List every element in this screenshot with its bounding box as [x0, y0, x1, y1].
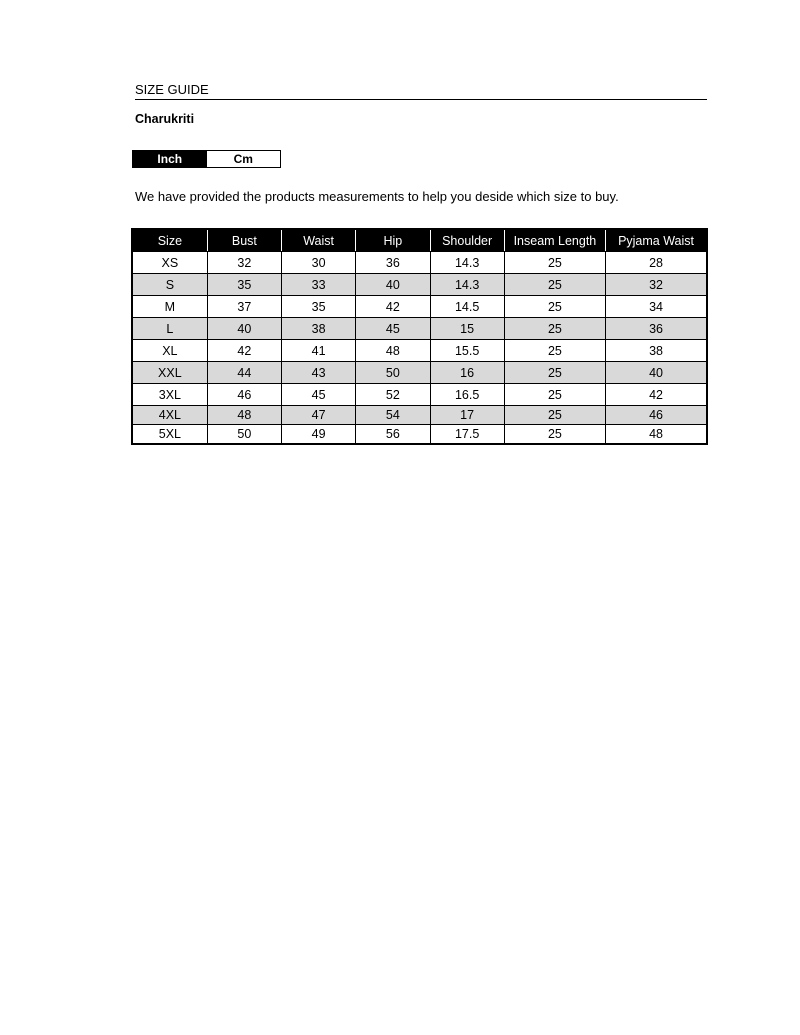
table-cell: 42: [606, 384, 707, 406]
table-cell: 33: [282, 274, 356, 296]
table-cell: 25: [504, 296, 605, 318]
table-cell: 40: [606, 362, 707, 384]
table-cell: 25: [504, 384, 605, 406]
table-cell: 46: [207, 384, 281, 406]
table-cell: 14.3: [430, 274, 504, 296]
table-cell: 3XL: [132, 384, 207, 406]
table-cell: L: [132, 318, 207, 340]
table-cell: XS: [132, 252, 207, 274]
table-cell: 32: [207, 252, 281, 274]
column-header-pyjama-waist: Pyjama Waist: [606, 229, 707, 252]
table-cell: M: [132, 296, 207, 318]
table-cell: 48: [606, 425, 707, 445]
table-cell: 49: [282, 425, 356, 445]
table-cell: 50: [207, 425, 281, 445]
table-row: [132, 406, 707, 425]
table-cell: 25: [504, 274, 605, 296]
table-cell: S: [132, 274, 207, 296]
table-cell: 47: [282, 406, 356, 425]
table-cell: 54: [356, 406, 430, 425]
table-cell: 34: [606, 296, 707, 318]
table-cell: 46: [606, 406, 707, 425]
page-title: SIZE GUIDE: [135, 81, 707, 100]
unit-toggle: [132, 150, 281, 168]
column-header-bust: Bust: [207, 229, 281, 252]
table-cell: 40: [207, 318, 281, 340]
size-table: [131, 228, 708, 445]
table-cell: 56: [356, 425, 430, 445]
table-row: [132, 274, 707, 296]
intro-text: We have provided the products measurements to help you deside which size to buy.: [135, 189, 619, 204]
table-cell: 41: [282, 340, 356, 362]
table-cell: 38: [606, 340, 707, 362]
table-cell: 35: [282, 296, 356, 318]
table-cell: 14.3: [430, 252, 504, 274]
table-row: [132, 340, 707, 362]
table-cell: 37: [207, 296, 281, 318]
table-cell: XXL: [132, 362, 207, 384]
table-cell: 4XL: [132, 406, 207, 425]
table-cell: 25: [504, 362, 605, 384]
table-row: [132, 425, 707, 445]
table-cell: 25: [504, 340, 605, 362]
table-cell: 42: [356, 296, 430, 318]
table-cell: 36: [356, 252, 430, 274]
table-cell: 5XL: [132, 425, 207, 445]
table-cell: 16: [430, 362, 504, 384]
table-cell: 15: [430, 318, 504, 340]
table-header-row: [132, 229, 707, 252]
table-cell: 40: [356, 274, 430, 296]
table-row: [132, 362, 707, 384]
column-header-waist: Waist: [282, 229, 356, 252]
column-header-hip: Hip: [356, 229, 430, 252]
table-cell: 14.5: [430, 296, 504, 318]
table-cell: 15.5: [430, 340, 504, 362]
column-header-inseam-length: Inseam Length: [504, 229, 605, 252]
table-cell: 17: [430, 406, 504, 425]
table-cell: 36: [606, 318, 707, 340]
table-cell: 30: [282, 252, 356, 274]
table-cell: 42: [207, 340, 281, 362]
table-cell: 43: [282, 362, 356, 384]
table-cell: 25: [504, 252, 605, 274]
table-cell: 25: [504, 406, 605, 425]
table-cell: 38: [282, 318, 356, 340]
table-cell: 17.5: [430, 425, 504, 445]
brand-name: Charukriti: [135, 112, 195, 126]
table-cell: 25: [504, 318, 605, 340]
table-cell: 25: [504, 425, 605, 445]
table-cell: 50: [356, 362, 430, 384]
unit-option-inch[interactable]: Inch: [133, 151, 207, 167]
table-cell: XL: [132, 340, 207, 362]
column-header-shoulder: Shoulder: [430, 229, 504, 252]
table-row: [132, 296, 707, 318]
unit-option-cm[interactable]: Cm: [233, 152, 253, 166]
column-header-size: Size: [132, 229, 207, 252]
table-cell: 16.5: [430, 384, 504, 406]
table-row: [132, 252, 707, 274]
table-cell: 32: [606, 274, 707, 296]
table-cell: 35: [207, 274, 281, 296]
table-row: [132, 384, 707, 406]
table-row: [132, 318, 707, 340]
table-cell: 48: [207, 406, 281, 425]
table-cell: 28: [606, 252, 707, 274]
table-cell: 44: [207, 362, 281, 384]
table-cell: 45: [356, 318, 430, 340]
table-cell: 52: [356, 384, 430, 406]
table-cell: 48: [356, 340, 430, 362]
table-cell: 45: [282, 384, 356, 406]
